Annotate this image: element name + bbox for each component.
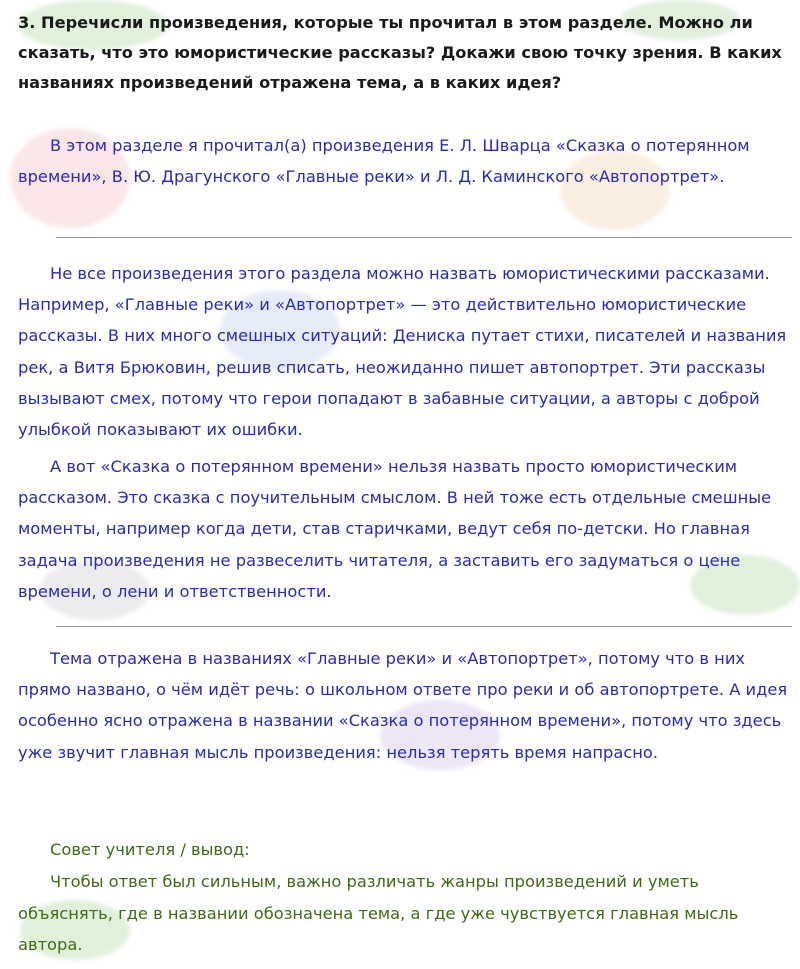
answer-paragraph-2: Не все произведения этого раздела можно назвать юмористическими рассказами. Например, «Главные реки» и «Автопортрет» — это действительно юмористические рассказы. В них много смешных ситуаций: Дениска путает стихи, писателей и названия рек, а Витя Брюковин, решив списать, неожиданно пишет автопортрет. Эти рассказы вызывают смех, потому что герои попадают в забавные ситуации, а авторы с доброй улыбкой показывают их ошибки. — [18, 264, 787, 440]
advice-title: Совет учителя / вывод: — [50, 840, 250, 859]
divider — [56, 626, 792, 627]
question-text: 3. Перечисли произведения, которые ты прочитал в этом разделе. Можно ли сказать, что это юмористические рассказы? Докажи свою точку зрения. В каких названиях произведений отражена тема, а в каких идея? — [18, 13, 782, 92]
answer-paragraph-3: А вот «Сказка о потерянном времени» нельзя назвать просто юмористическим рассказом. Это сказка с поучительным смыслом. В ней тоже есть отдельные смешные моменты, например когда дети, став старичками, ведут себя по-детски. Но главная задача произведения не развеселить читателя, а заставить его задуматься о цене времени, о лени и ответственности. — [18, 457, 772, 601]
answer-paragraph-4: Тема отражена в названиях «Главные реки» и «Автопортрет», потому что в них прямо названо, о чём идёт речь: о школьном ответе про реки и об автопортрете. А идея особенно ясно отражена в названии «Сказка о потерянном времени», потому что здесь уже звучит главная мысль произведения: нельзя терять время напрасно. — [18, 649, 788, 762]
divider — [56, 237, 792, 238]
answer-paragraph-1: В этом разделе я прочитал(а) произведения Е. Л. Шварца «Сказка о потерянном времени», В. Ю. Драгунского «Главные реки» и Л. Д. Каминского «Автопортрет». — [18, 136, 750, 187]
advice-text: Чтобы ответ был сильным, важно различать жанры произведений и уметь объяснять, где в названии обозначена тема, а где уже чувствуется главная мысль автора. — [18, 872, 739, 954]
